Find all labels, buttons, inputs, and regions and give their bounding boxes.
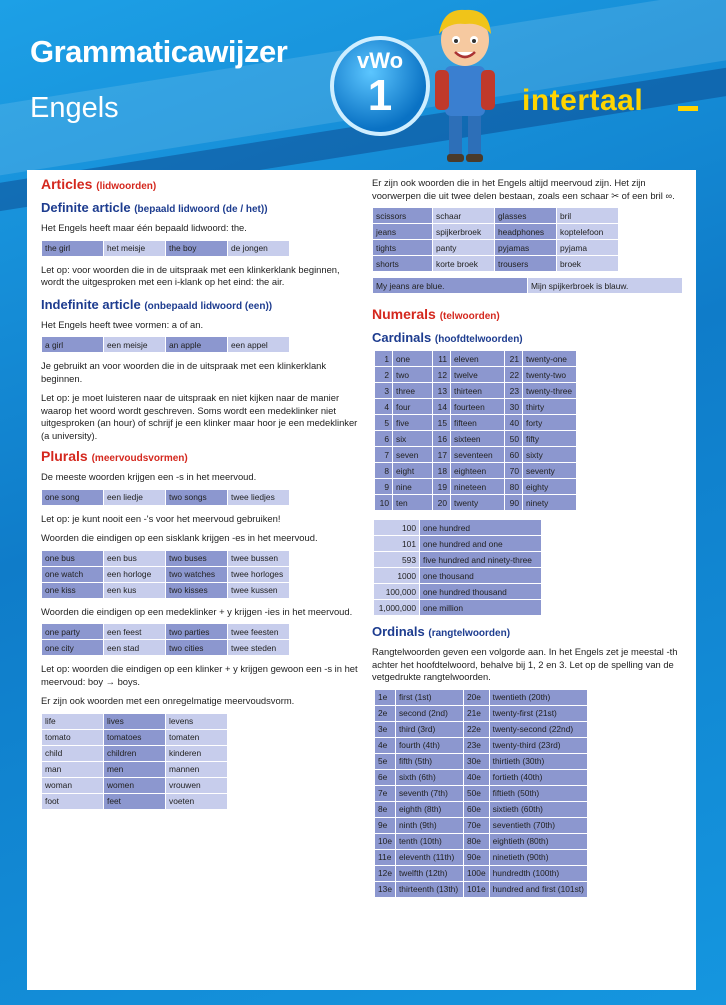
table-cell: one hundred (420, 520, 542, 536)
table-row (375, 399, 577, 415)
table-cell: 13e (375, 881, 396, 897)
indefinite-heading: Indefinite article (onbepaald lidwoord (een)) (41, 296, 273, 312)
table-cell: een horloge (104, 566, 166, 582)
table-cell: 4 (375, 399, 393, 415)
table-cell: een kus (104, 582, 166, 598)
table-cell: 12e (375, 865, 396, 881)
table-cell: 15 (433, 415, 451, 431)
table-cell: seventeen (451, 447, 505, 463)
table-cell: nine (393, 479, 433, 495)
table-cell: 23 (505, 383, 523, 399)
table-cell: one hundred thousand (420, 584, 542, 600)
table-row (375, 833, 588, 849)
table-cell: fifteen (451, 415, 505, 431)
indefinite-text-1: Het Engels heeft twee vormen: a of an. (41, 318, 204, 330)
table-cell: voeten (166, 793, 228, 809)
table-cell: twenty-one (523, 351, 577, 367)
table-cell: 13 (433, 383, 451, 399)
definite-text-2: Let op: voor woorden die in de uitspraak met een klinkerklank beginnen, wordt the uitgesproken met een i-klank op het eind: the air. (41, 263, 340, 287)
table-row (42, 550, 290, 566)
table-cell: 101e (463, 881, 489, 897)
table-cell: two parties (166, 624, 228, 640)
table-cell: five hundred and ninety-three (420, 552, 542, 568)
table-cell: one bus (42, 550, 104, 566)
table-cell: 1000 (374, 568, 420, 584)
table-cell: My jeans are blue. (373, 278, 528, 294)
big-numbers-table (373, 519, 542, 616)
table-row (42, 240, 290, 256)
table-cell: eighteen (451, 463, 505, 479)
table-cell: korte broek (433, 256, 495, 272)
table-row (375, 865, 588, 881)
table-cell: 7 (375, 447, 393, 463)
table-cell: one hundred and one (420, 536, 542, 552)
table-cell: fiftieth (50th) (489, 785, 587, 801)
always-plural-table (372, 207, 619, 272)
table-cell: twentieth (20th) (489, 689, 587, 705)
table-cell: 1,000,000 (374, 600, 420, 616)
table-row (373, 278, 683, 294)
table-cell: woman (42, 777, 104, 793)
table-cell: twee feesten (228, 624, 290, 640)
table-cell: pyjama (557, 240, 619, 256)
table-cell: two cities (166, 640, 228, 656)
table-row (375, 447, 577, 463)
table-cell: thirtieth (30th) (489, 753, 587, 769)
table-cell: vrouwen (166, 777, 228, 793)
table-cell: men (104, 761, 166, 777)
table-row (375, 431, 577, 447)
table-cell: 16 (433, 431, 451, 447)
table-row (42, 582, 290, 598)
definite-table (41, 240, 290, 257)
table-cell: twee horloges (228, 566, 290, 582)
table-cell: 30 (505, 399, 523, 415)
table-cell: 18 (433, 463, 451, 479)
definite-heading: Definite article (bepaald lidwoord (de / het)) (41, 200, 268, 215)
table-cell: twee steden (228, 640, 290, 656)
table-cell: seventy (523, 463, 577, 479)
table-cell: fourteen (451, 399, 505, 415)
table-cell: tenth (10th) (395, 833, 463, 849)
indefinite-text-2: Je gebruikt an voor woorden die in de uitspraak met een klinkerklank beginnen. (41, 360, 327, 384)
table-cell: second (2nd) (395, 705, 463, 721)
table-cell: een feest (104, 624, 166, 640)
table-row (375, 463, 577, 479)
table-cell: 9e (375, 817, 396, 833)
table-cell: 101 (374, 536, 420, 552)
table-cell: 70 (505, 463, 523, 479)
ordinals-table (374, 689, 588, 898)
table-cell: schaar (433, 208, 495, 224)
table-row (375, 479, 577, 495)
table-cell: 1e (375, 689, 396, 705)
plurals-table-2 (41, 550, 290, 599)
table-cell: hundred and first (101st) (489, 881, 587, 897)
table-cell: 17 (433, 447, 451, 463)
table-cell: one kiss (42, 582, 104, 598)
table-cell: tomato (42, 729, 104, 745)
table-cell: fortieth (40th) (489, 769, 587, 785)
table-cell: 100 (374, 520, 420, 536)
cardinals-heading: Cardinals (hoofdtelwoorden) (372, 330, 523, 345)
table-cell: twenty-two (523, 367, 577, 383)
table-cell: fourth (4th) (395, 737, 463, 753)
table-row (373, 256, 619, 272)
table-cell: thirteen (451, 383, 505, 399)
table-row (373, 208, 619, 224)
table-cell: nineteen (451, 479, 505, 495)
table-cell: one city (42, 640, 104, 656)
badge-number: 1 (367, 71, 393, 120)
table-cell: one thousand (420, 568, 542, 584)
plurals-text-6: Er zijn ook woorden met een onregelmatige meervoudsvorm. (41, 695, 295, 706)
table-cell: seventh (7th) (395, 785, 463, 801)
table-cell: 80 (505, 479, 523, 495)
table-cell: spijkerbroek (433, 224, 495, 240)
table-cell: een appel (228, 337, 290, 353)
table-cell: ninetieth (90th) (489, 849, 587, 865)
table-cell: Mijn spijkerbroek is blauw. (528, 278, 683, 294)
boy-mascot-icon (425, 4, 505, 169)
table-cell: 22 (505, 367, 523, 383)
table-cell: 20 (433, 495, 451, 511)
level-badge (330, 36, 430, 136)
table-cell: two kisses (166, 582, 228, 598)
table-row (42, 777, 228, 793)
table-cell: three (393, 383, 433, 399)
table-cell: seven (393, 447, 433, 463)
table-cell: broek (557, 256, 619, 272)
table-cell: fifty (523, 431, 577, 447)
table-cell: twelfth (12th) (395, 865, 463, 881)
table-cell: 90e (463, 849, 489, 865)
table-row (374, 568, 542, 584)
table-cell: 1 (375, 351, 393, 367)
page-title: Grammaticawijzer (30, 34, 288, 69)
table-row (42, 729, 228, 745)
table-row (375, 849, 588, 865)
table-cell: panty (433, 240, 495, 256)
table-cell: 6 (375, 431, 393, 447)
table-cell: koptelefoon (557, 224, 619, 240)
table-cell: scissors (373, 208, 433, 224)
table-cell: 5 (375, 415, 393, 431)
table-row (42, 761, 228, 777)
table-cell: headphones (495, 224, 557, 240)
plurals-text-1: De meeste woorden krijgen een -s in het meervoud. (41, 471, 257, 482)
table-cell: een meisje (104, 337, 166, 353)
table-cell: 10 (375, 495, 393, 511)
table-cell: twenty-first (21st) (489, 705, 587, 721)
table-cell: 6e (375, 769, 396, 785)
page-subtitle: Engels (30, 92, 119, 124)
table-row (375, 737, 588, 753)
table-cell: 20e (463, 689, 489, 705)
table-cell: 2e (375, 705, 396, 721)
table-cell: een stad (104, 640, 166, 656)
plurals-text-3: Woorden die eindigen op een sisklank krijgen -es in het meervoud. (41, 532, 318, 543)
table-cell: twee kussen (228, 582, 290, 598)
table-cell: two watches (166, 566, 228, 582)
table-row (374, 520, 542, 536)
table-row (374, 584, 542, 600)
table-cell: jeans (373, 224, 433, 240)
table-cell: levens (166, 713, 228, 729)
table-cell: glasses (495, 208, 557, 224)
table-cell: 19 (433, 479, 451, 495)
table-cell: thirteenth (13th) (395, 881, 463, 897)
indefinite-text-3: Let op: je moet luisteren naar de uitspraak en niet kijken naar de manier waarop het woord wordt geschreven. Soms wordt een medeklinker niet uitgesproken (an hour) of schrijf je een klinker maar hoor je een medeklinker (a university). (41, 392, 358, 441)
table-cell: 9 (375, 479, 393, 495)
table-row (375, 689, 588, 705)
table-cell: 100,000 (374, 584, 420, 600)
table-cell: 40e (463, 769, 489, 785)
table-cell: twenty (451, 495, 505, 511)
table-row (375, 769, 588, 785)
table-cell: a girl (42, 337, 104, 353)
table-row (42, 745, 228, 761)
table-cell: children (104, 745, 166, 761)
left-column (41, 170, 359, 810)
table-cell: one (393, 351, 433, 367)
table-cell: twee liedjes (228, 489, 290, 505)
table-cell: child (42, 745, 104, 761)
table-row (375, 753, 588, 769)
table-cell: 8e (375, 801, 396, 817)
definite-text-1: Het Engels heeft maar één bepaald lidwoord: the. (41, 222, 247, 233)
table-cell: sixtieth (60th) (489, 801, 587, 817)
table-cell: one million (420, 600, 542, 616)
table-cell: 70e (463, 817, 489, 833)
table-cell: sixteen (451, 431, 505, 447)
table-cell: two (393, 367, 433, 383)
table-cell: five (393, 415, 433, 431)
table-cell: pyjamas (495, 240, 557, 256)
table-cell: shorts (373, 256, 433, 272)
table-row (375, 785, 588, 801)
table-cell: man (42, 761, 104, 777)
table-cell: eightieth (80th) (489, 833, 587, 849)
ordinals-text: Rangtelwoorden geven een volgorde aan. In het Engels zet je meestal -th achter het hoofdtelwoord, behalve bij 1, 2 en 3. Let op de spelling van de vetgedrukte rangtelwoorden. (372, 646, 678, 682)
table-cell: eleven (451, 351, 505, 367)
table-cell: foot (42, 793, 104, 809)
table-row (375, 495, 577, 511)
table-cell: een bus (104, 550, 166, 566)
always-plural-example (372, 277, 683, 294)
table-row (373, 240, 619, 256)
table-cell: 2 (375, 367, 393, 383)
always-plural-text: Er zijn ook woorden die in het Engels altijd meervoud zijn. Het zijn voorwerpen die uit twee delen bestaan, zoals een schaar ✂ of een bril ∞. (372, 177, 675, 201)
table-row (42, 337, 290, 353)
plurals-table-4 (41, 713, 228, 810)
table-cell: 80e (463, 833, 489, 849)
table-cell: 11 (433, 351, 451, 367)
table-row (42, 624, 290, 640)
table-cell: 11e (375, 849, 396, 865)
ordinals-heading: Ordinals (rangtelwoorden) (372, 624, 511, 639)
table-cell: fifth (5th) (395, 753, 463, 769)
table-cell: first (1st) (395, 689, 463, 705)
table-cell: 100e (463, 865, 489, 881)
plurals-heading: Plurals (meervoudsvormen) (41, 448, 188, 464)
table-cell: 593 (374, 552, 420, 568)
table-cell: forty (523, 415, 577, 431)
table-cell: 3 (375, 383, 393, 399)
table-cell: 23e (463, 737, 489, 753)
table-cell: third (3rd) (395, 721, 463, 737)
table-cell: ten (393, 495, 433, 511)
table-row (42, 566, 290, 582)
content-card (27, 170, 696, 990)
table-cell: 90 (505, 495, 523, 511)
table-row (375, 367, 577, 383)
table-cell: hundredth (100th) (489, 865, 587, 881)
table-row (375, 383, 577, 399)
table-cell: 60 (505, 447, 523, 463)
numerals-heading: Numerals (telwoorden) (372, 306, 500, 322)
table-row (374, 552, 542, 568)
table-cell: four (393, 399, 433, 415)
table-cell: 50 (505, 431, 523, 447)
table-cell: 60e (463, 801, 489, 817)
table-cell: the boy (166, 240, 228, 256)
table-row (375, 881, 588, 897)
table-cell: 12 (433, 367, 451, 383)
table-cell: women (104, 777, 166, 793)
plurals-table-1 (41, 489, 290, 506)
table-cell: sixty (523, 447, 577, 463)
table-cell: 8 (375, 463, 393, 479)
table-cell: twenty-third (23rd) (489, 737, 587, 753)
table-cell: eighth (8th) (395, 801, 463, 817)
table-cell: trousers (495, 256, 557, 272)
table-row (373, 224, 619, 240)
table-row (42, 713, 228, 729)
table-cell: feet (104, 793, 166, 809)
table-cell: two buses (166, 550, 228, 566)
table-row (374, 600, 542, 616)
table-row (375, 705, 588, 721)
table-cell: the girl (42, 240, 104, 256)
table-cell: 4e (375, 737, 396, 753)
plurals-text-4: Woorden die eindigen op een medeklinker + y krijgen -ies in het meervoud. (41, 605, 353, 617)
table-cell: two songs (166, 489, 228, 505)
table-cell: 50e (463, 785, 489, 801)
badge-level: vWo (356, 48, 404, 73)
table-cell: one watch (42, 566, 104, 582)
table-cell: lives (104, 713, 166, 729)
table-cell: twenty-three (523, 383, 577, 399)
table-cell: six (393, 431, 433, 447)
table-cell: kinderen (166, 745, 228, 761)
table-cell: 22e (463, 721, 489, 737)
table-row (42, 793, 228, 809)
table-row (375, 801, 588, 817)
plurals-text-2: Let op: je kunt nooit een -'s voor het meervoud gebruiken! (41, 512, 281, 524)
table-row (42, 489, 290, 505)
table-cell: ninety (523, 495, 577, 511)
table-cell: 14 (433, 399, 451, 415)
articles-heading: Articles (lidwoorden) (41, 176, 157, 192)
table-cell: eighty (523, 479, 577, 495)
table-cell: thirty (523, 399, 577, 415)
table-cell: one song (42, 489, 104, 505)
table-cell: twenty-second (22nd) (489, 721, 587, 737)
brand-logo-bar (678, 106, 698, 111)
table-cell: 5e (375, 753, 396, 769)
indefinite-table (41, 336, 290, 353)
table-cell: 10e (375, 833, 396, 849)
table-row (42, 640, 290, 656)
table-cell: ninth (9th) (395, 817, 463, 833)
table-cell: een liedje (104, 489, 166, 505)
table-row (375, 721, 588, 737)
table-cell: het meisje (104, 240, 166, 256)
table-cell: de jongen (228, 240, 290, 256)
table-cell: 21e (463, 705, 489, 721)
table-row (375, 817, 588, 833)
table-cell: bril (557, 208, 619, 224)
table-cell: an apple (166, 337, 228, 353)
plurals-table-3 (41, 623, 290, 656)
table-row (374, 536, 542, 552)
table-cell: tights (373, 240, 433, 256)
table-cell: mannen (166, 761, 228, 777)
table-cell: eleventh (11th) (395, 849, 463, 865)
table-cell: one party (42, 624, 104, 640)
brand-logo: intertaal (522, 84, 644, 117)
table-cell: tomaten (166, 729, 228, 745)
table-cell: twee bussen (228, 550, 290, 566)
table-cell: 3e (375, 721, 396, 737)
table-cell: 21 (505, 351, 523, 367)
cardinals-table (374, 350, 577, 511)
table-cell: eight (393, 463, 433, 479)
table-cell: twelve (451, 367, 505, 383)
table-cell: 7e (375, 785, 396, 801)
right-column (372, 170, 690, 898)
table-cell: sixth (6th) (395, 769, 463, 785)
table-cell: tomatoes (104, 729, 166, 745)
table-cell: life (42, 713, 104, 729)
plurals-text-5: Let op: woorden die eindigen op een klinker + y krijgen gewoon een -s in het meervoud: boy → boys. (41, 663, 358, 687)
table-cell: seventieth (70th) (489, 817, 587, 833)
table-cell: 30e (463, 753, 489, 769)
table-cell: 40 (505, 415, 523, 431)
table-row (375, 415, 577, 431)
table-row (375, 351, 577, 367)
